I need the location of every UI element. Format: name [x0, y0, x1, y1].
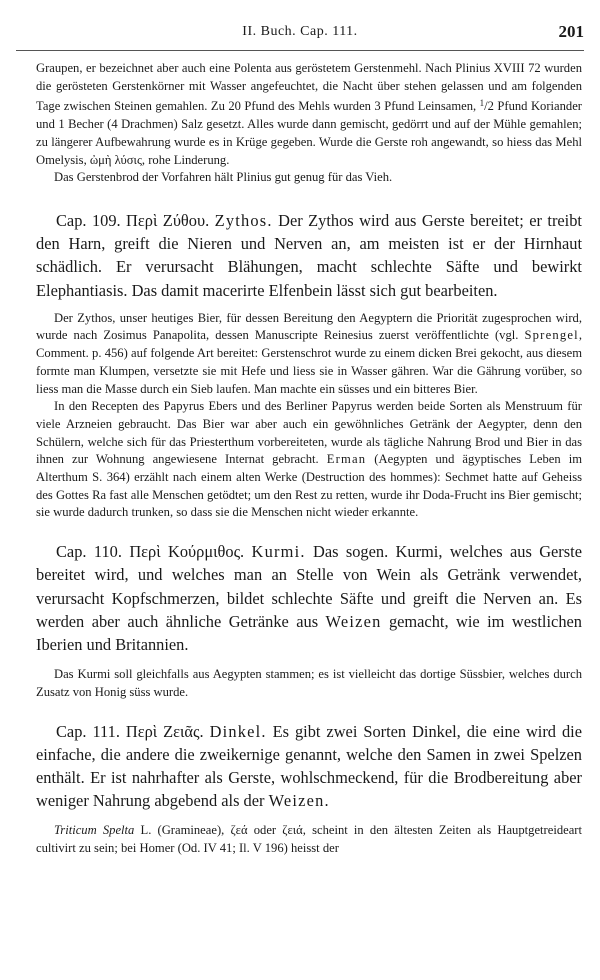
papyrus-commentary: In den Recepten des Papyrus Ebers und des Berliner Papyrus werden beide Sorten als Menstruum für viele Arzneien gebraucht. Das Bier war aber auch ein gewöhnliches Getränk der Aegypter, denn den Schülern, welche sich für das Priesterthum vorbereiteten, wurde als tägliche Nahrung Brod und Bier in das ihnen zur Wohnung angewiesene Internat gebracht. Erman (Aegypten und ägyptisches Leben im Alterthum S. 364) erzählt nach einem alten Werke (Destruction des hommes): Sechmet hatte auf Geheiss des Gottes Ra fast alle Menschen getödtet; um den Rest zu retten, wurde ihr Doda-Frucht ins Bier gemischt; sie wurde dadurch trunken, so dass sie die Menschen nicht wieder erkannte.: [36, 399, 582, 520]
author-name: Erman: [326, 452, 367, 467]
cap-110-kurmi: Cap. 110. Περὶ Κούρμιθος. Kurmi. Das sogen. Kurmi, welches aus Gerste bereitet wird, und welches man an Stelle von Wein als Getränk verwendet, verursacht Kopfschmerzen, bildet schlechte Säfte und greift die Nerven an. Es werden aber auch ähnliche Getränke aus Weizen gemacht, wie im westlichen Iberien und Britannien.: [36, 542, 582, 654]
cap-109-heading: Cap. 109. Περὶ Ζύθου.: [56, 210, 210, 230]
gerstenbrod-paragraph: Das Gerstenbrod der Vorfahren hält Plinius gut genug für das Vieh.: [54, 170, 393, 185]
header-rule: [16, 50, 584, 51]
page-header: [0, 22, 600, 46]
author-name: Sprengel: [524, 328, 579, 343]
cap-110-heading: Cap. 110. Περὶ Κούρμιθος.: [56, 542, 245, 562]
species-name: Triticum Spelta: [54, 823, 135, 838]
dinkel-commentary: Triticum Spelta L. (Gramineae), ζεά oder ζειά, scheint in den ältesten Zeiten als Hauptgetreideart cultivirt zu sein; bei Homer (Od. IV 41; Il. V 196) heisst der: [36, 823, 582, 856]
cap-109-zythos: Cap. 109. Περὶ Ζύθου. Zythos. Der Zythos wird aus Gerste bereitet; er treibt den Harn, greift die Nieren und Nerven an, am meisten ist er der Hirnhaut schädlich. Er verursacht Blähungen, macht schlechte Säfte und bewirkt Elephantiasis. Das damit macerirte Elfenbein lässt sich gut bearbeiten.: [36, 210, 582, 300]
emphasis-word: Weizen: [268, 791, 325, 811]
cap-109-name: Zythos.: [214, 210, 273, 230]
cap-111-heading: Cap. 111. Περὶ Ζειᾶς.: [56, 721, 204, 741]
running-title: II. Buch. Cap. 111.: [242, 24, 358, 39]
kurmi-commentary: Das Kurmi soll gleichfalls aus Aegypten stammen; es ist vielleicht das dortige Süssbier, welches durch Zusatz von Honig süss wurde.: [36, 667, 582, 699]
page-body: [36, 60, 582, 858]
emphasis-word: Weizen: [325, 611, 382, 631]
page-number: 201: [558, 22, 584, 41]
cap-111-dinkel: Cap. 111. Περὶ Ζειᾶς. Dinkel. Es gibt zwei Sorten Dinkel, die eine wird die einfache, die andere die zweikernige genannt, welche den Samen in zwei Spelzen enthält. Er ist nahrhafter als Gerste, wohlschmeckend, für die Brodbereitung aber weniger Nahrung abgebend als der Weizen.: [36, 721, 582, 811]
fraction-half: $^1$/2: [479, 98, 494, 114]
cap-111-name: Dinkel.: [209, 721, 267, 741]
cap-110-name: Kurmi.: [251, 542, 306, 562]
zythos-commentary: Der Zythos, unser heutiges Bier, für dessen Bereitung den Aegyptern die Priorität zugesprochen wird, wurde nach Zosimus Panapolita, dessen Manuscripte Reinesius zuerst veröffentlichte (vgl. Sprengel, Comment. p. 456) auf folgende Art bereitet: Gerstenschrot wurde zu einem dicken Brei gekocht, aus diesem formte man Klumpen, versetzte sie mit Hefe und liess sie in Wasser gähren. War die Gährung vorüber, so liess man die Masse durch ein Sieb laufen. Man machte ein süsses und ein bitteres Bier.: [36, 310, 582, 396]
continuation-paragraph: Graupen, er bezeichnet aber auch eine Polenta aus geröstetem Gerstenmehl. Nach Plinius XVIII 72 wurden die gerösteten Gerstenkörner mit Wasser angefeuchtet, die Nacht über stehen gelassen und am folgenden Tage zwischen Steinen gemahlen. Zu 20 Pfund des Mehls wurden 3 Pfund Leinsamen, $^1$/2 Pfund Koriander und 1 Becher (4 Drachmen) Salz gesetzt. Alles wurde dann gemischt, gedörrt und auf der Mühle gemahlen; zu längerer Aufbewahrung wurde es in Krüge gegeben. Wurde die Gerste roh angewandt, so hiess das Mehl Omelysis, ὠμὴ λύσις, rohe Linderung.: [36, 61, 583, 167]
